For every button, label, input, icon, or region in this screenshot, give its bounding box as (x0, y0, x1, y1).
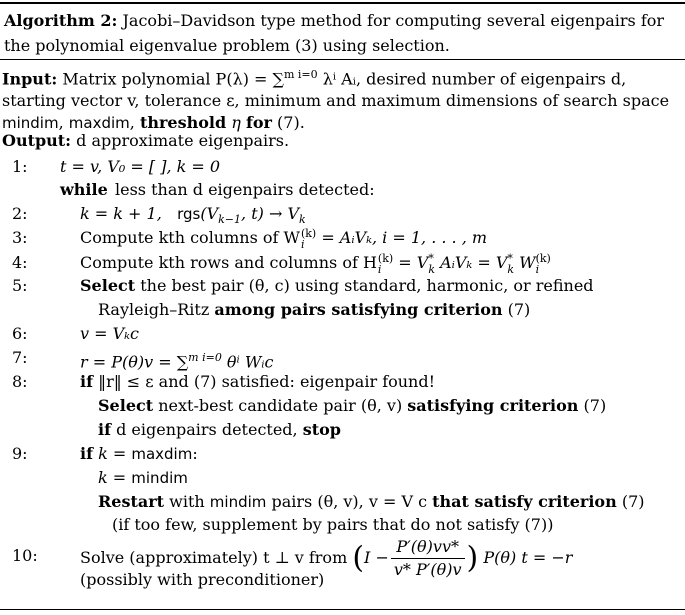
algo-line-9c (0, 490, 685, 514)
line-ref: (7) (621, 492, 645, 511)
criterion-keyword: among pairs satisfying criterion (214, 300, 503, 319)
algo-line-7 (0, 346, 685, 370)
line-text: d eigenpairs detected, (116, 420, 298, 439)
algo-line-1 (0, 155, 685, 179)
line-text: next-best candidate pair (θ, v) (158, 396, 403, 415)
line-text: (possibly with preconditioner) (80, 570, 325, 589)
output-block (2, 130, 682, 152)
criterion-keyword: that satisfy criterion (432, 492, 617, 511)
line-text: Compute kth columns of W (80, 228, 300, 247)
input-label: Input: (2, 69, 58, 89)
maxdim-param: maxdim (131, 445, 193, 463)
algo-line-8 (0, 370, 685, 394)
criterion-keyword: satisfying criterion (407, 396, 579, 415)
input-sum-limits: m i=0 (283, 68, 318, 81)
output-label: Output: (2, 131, 72, 150)
caption-label: Algorithm 2: (4, 11, 118, 30)
line-text: Solve (approximately) t ⊥ v from (80, 548, 348, 567)
line-text-c: , t) → V (241, 204, 299, 223)
top-rule (0, 2, 685, 4)
line-number: 8: (12, 372, 28, 391)
algo-line-8c (0, 418, 685, 442)
star-2: * (507, 251, 513, 265)
fraction-numerator: P′(θ)vv* (391, 536, 465, 559)
while-text: less than d eigenpairs detected: (115, 180, 375, 199)
line-text: ‖r‖ ≤ ε and (7) satisfied: eigenpair found! (98, 372, 436, 391)
input-text-b: λⁱ Aᵢ, desired number of eigenpairs d, starting vector v, tolerance ε, minimum and maximum dimensions of search space (2, 69, 670, 111)
algo-line-5 (0, 274, 685, 298)
algorithm-caption (4, 8, 680, 58)
eta-symbol: η (231, 113, 241, 133)
line-number: 1: (12, 157, 28, 176)
sum-limits: m i=0 (188, 351, 222, 364)
line-text: t = v, V₀ = [ ], k = 0 (60, 157, 221, 176)
line-number: 3: (12, 228, 28, 247)
algo-line-9 (0, 442, 685, 466)
sup-2: (k) (535, 251, 551, 265)
line-number: 10: (12, 546, 38, 565)
line-text-a: r = P(θ)v = ∑ (80, 352, 189, 372)
line-text-a: k = k + 1, (80, 204, 162, 223)
sub: i (300, 237, 305, 251)
line-eq: = AᵢVₖ, i = 1, . . . , m (321, 228, 488, 247)
eq-b: AᵢVₖ = V (440, 253, 508, 272)
colon: : (192, 444, 198, 463)
line-text-b: θⁱ Wᵢc (226, 352, 274, 372)
sub-2: i (535, 262, 540, 276)
input-mindim: mindim (2, 114, 59, 133)
stop-keyword: stop (302, 420, 341, 439)
sup: (k) (377, 251, 394, 265)
sub: i (377, 262, 382, 276)
algo-line-6 (0, 322, 685, 346)
algo-line-10b (0, 568, 685, 592)
if-keyword: if (80, 372, 93, 391)
left-paren: ( (352, 540, 365, 576)
line-number: 9: (12, 444, 28, 463)
output-text: d approximate eigenpairs. (76, 131, 290, 150)
line-text: k = (98, 468, 127, 487)
sup: (k) (300, 226, 317, 240)
algo-line-2 (0, 202, 685, 226)
line-text-b: pairs (θ, v), v = V c (271, 492, 428, 511)
star: * (428, 251, 434, 265)
algo-line-4 (0, 251, 685, 275)
line-ref: (7) (507, 300, 531, 319)
mindim-param: mindim (209, 493, 267, 511)
input-comma-2: , (129, 113, 135, 133)
input-maxdim: maxdim (68, 114, 130, 133)
algo-line-8b (0, 394, 685, 418)
bottom-rule (0, 609, 685, 610)
line-number: 2: (12, 204, 28, 223)
while-line (0, 178, 685, 202)
eq-c: W (519, 253, 536, 272)
select-keyword: Select (80, 276, 136, 295)
line-sub-2: k (299, 213, 306, 227)
while-keyword: while (60, 180, 108, 199)
mindim-param: mindim (131, 469, 188, 487)
line-number: 4: (12, 253, 28, 272)
fraction-denominator: v* P′(θ)v (393, 560, 462, 579)
input-comma: , (58, 113, 64, 133)
line-text: Compute kth rows and columns of H (80, 253, 377, 272)
for-label: for (245, 113, 272, 133)
line-text: v = Vₖc (80, 324, 139, 343)
restart-keyword: Restart (98, 492, 165, 511)
line-number: 6: (12, 324, 28, 343)
right-paren: ) (466, 540, 479, 576)
algo-line-5b (0, 298, 685, 322)
threshold-label: threshold (139, 113, 227, 133)
identity-term: I − (364, 548, 389, 567)
algo-line-9b (0, 466, 685, 490)
line-number: 7: (12, 348, 28, 367)
line-text: k = (98, 444, 127, 463)
select-keyword: Select (98, 396, 154, 415)
line-number: 5: (12, 276, 28, 295)
rgs-function: rgs (177, 205, 201, 223)
line-text-b: (V (200, 204, 219, 223)
input-ref: (7). (277, 113, 305, 133)
input-block (2, 64, 682, 134)
line-text: the best pair (θ, c) using standard, harmonic, or refined (140, 276, 594, 295)
k: k (428, 262, 435, 276)
eq-a: = V (398, 253, 429, 272)
algo-line-3 (0, 226, 685, 250)
caption-rule (0, 59, 685, 60)
algo-line-9d (0, 513, 685, 537)
line-text: Rayleigh–Ritz (98, 300, 210, 319)
caption-text: Jacobi–Davidson type method for computing several eigenpairs for the polynomial eigenvalue problem (3) using selection. (4, 11, 665, 55)
line-text-a: with (169, 492, 205, 511)
k-2: k (507, 262, 515, 276)
line-sub: k−1 (218, 213, 242, 227)
if-keyword: if (98, 420, 111, 439)
input-text-a: Matrix polynomial P(λ) = ∑ (62, 69, 284, 89)
if-keyword: if (80, 444, 93, 463)
line-ref: (7) (583, 396, 607, 415)
line-tail: P(θ) t = −r (483, 548, 573, 567)
line-text: (if too few, supplement by pairs that do not satisfy (7)) (112, 515, 554, 534)
